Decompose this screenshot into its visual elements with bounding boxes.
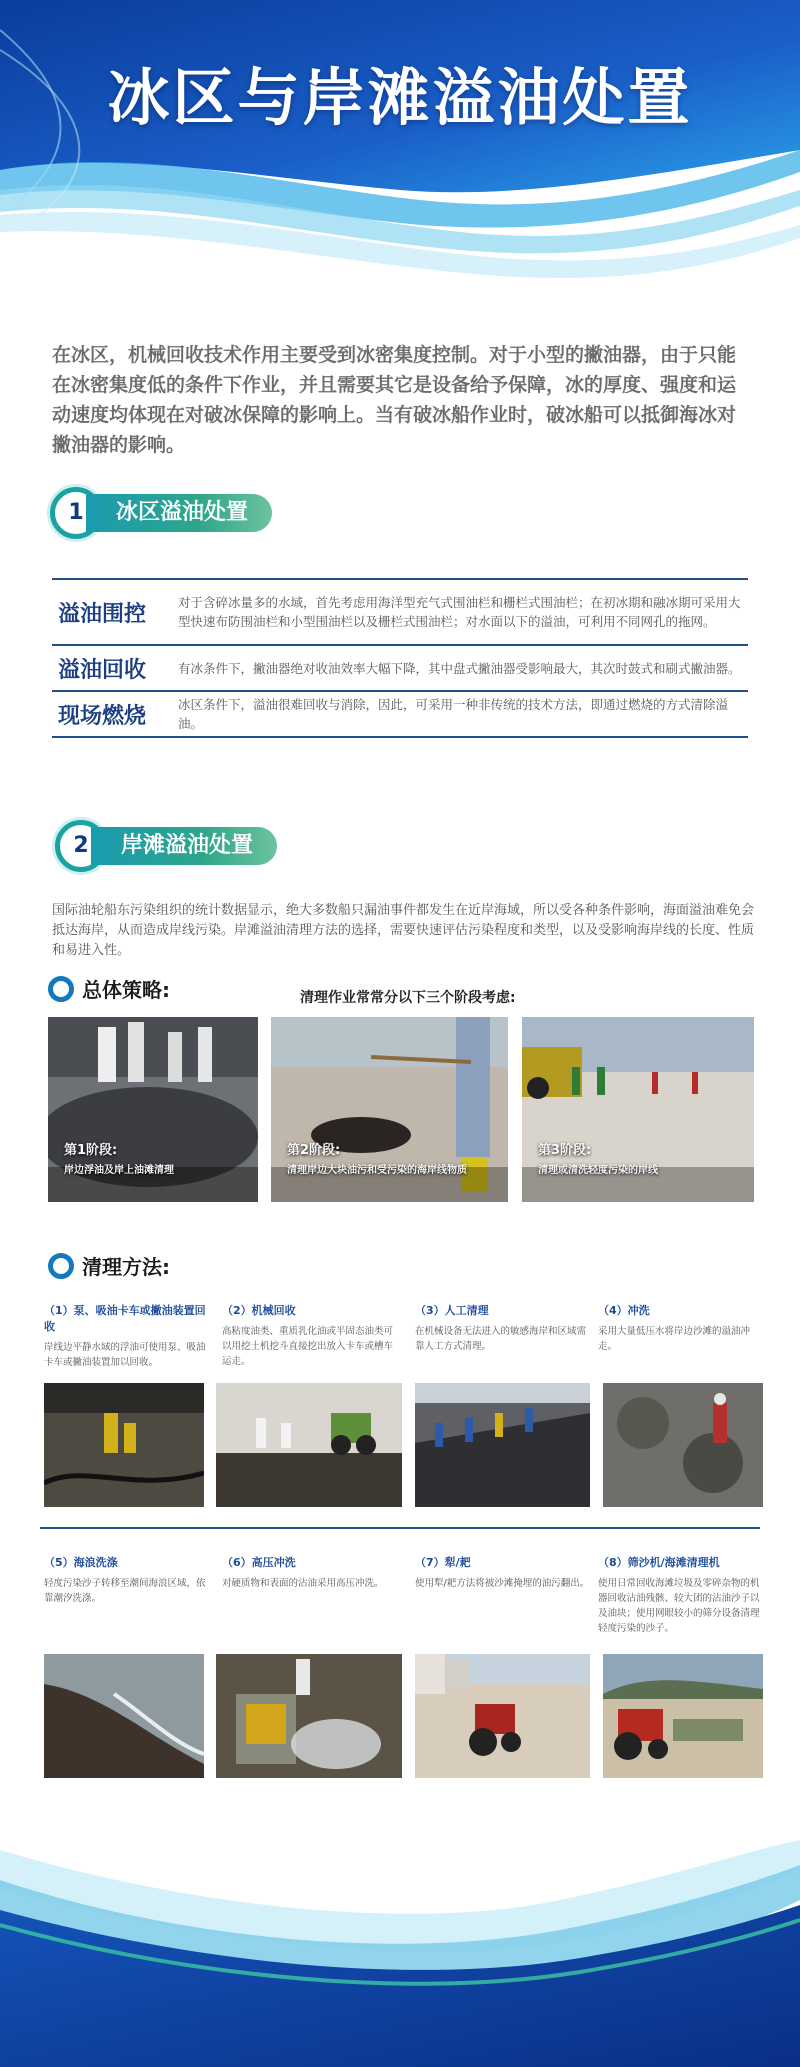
method-description: 轻度污染沙子转移至潮间海浪区域，依靠潮汐洗涤。 <box>44 1578 206 1604</box>
wave-washing-photo <box>44 1654 204 1778</box>
method-title: （3）人工清理 <box>415 1304 489 1317</box>
table-row <box>52 646 748 692</box>
high-pressure-washing-photo <box>216 1654 402 1778</box>
method-card <box>44 1302 212 1370</box>
method-title: （8）筛沙机/海滩清理机 <box>598 1556 720 1569</box>
method-description: 使用犁/耙方法将被沙滩掩埋的油污翻出。 <box>415 1578 590 1589</box>
section-1-header <box>50 487 350 537</box>
method-description: 冰区条件下，溢油很难回收与消除，因此，可采用一种非传统的技术方法，即通过燃烧的方式清除溢油。 <box>178 697 729 731</box>
table-row <box>52 580 748 646</box>
plowing-photo <box>415 1654 590 1778</box>
method-card <box>598 1554 763 1636</box>
method-title: （5）海浪洗涤 <box>44 1556 118 1569</box>
flushing-photo <box>603 1383 763 1507</box>
section-number-badge: 1 <box>50 487 102 539</box>
strategy-title: 总体策略: <box>82 978 170 1002</box>
mechanical-recovery-photo <box>216 1383 402 1507</box>
pump-recovery-photo <box>44 1383 204 1507</box>
stage-label: 第2阶段: <box>287 1143 341 1158</box>
stage-description: 清理或清洗轻度污染的岸线 <box>538 1165 658 1176</box>
header-wave-banner <box>0 0 800 300</box>
table-row <box>52 692 748 738</box>
method-description: 在机械设备无法进入的敏感海岸和区域需靠人工方式清理。 <box>415 1326 587 1352</box>
footer-wave-banner <box>0 1810 800 2067</box>
manual-cleanup-photo <box>415 1383 590 1507</box>
method-title: （4）冲洗 <box>598 1304 650 1317</box>
section-divider <box>40 1527 760 1529</box>
section-2-header <box>55 820 355 870</box>
stage-label: 第3阶段: <box>538 1143 592 1158</box>
method-description: 高粘度油类、重质乳化油或半固态油类可以用挖土机挖斗直接挖出放入卡车或槽车运走。 <box>222 1326 394 1367</box>
ring-bullet-icon <box>48 1253 74 1279</box>
stage-description: 岸边浮油及岸上油滩清理 <box>64 1165 174 1176</box>
stage-1-photo <box>48 1017 258 1202</box>
page-title: 冰区与岸滩溢油处置 <box>107 61 693 134</box>
methods-title: 清理方法: <box>82 1255 170 1279</box>
stage-description: 清理岸边大块油污和受污染的海岸线物质 <box>287 1165 467 1176</box>
method-name: 溢油回收 <box>58 657 147 683</box>
stage-3-photo <box>522 1017 754 1202</box>
section-number-badge: 2 <box>55 820 107 872</box>
methods-heading <box>48 1251 248 1279</box>
section-title: 冰区溢油处置 <box>86 494 272 532</box>
method-card <box>222 1302 402 1369</box>
strategy-heading <box>48 974 248 1002</box>
method-card <box>44 1554 214 1606</box>
method-name: 现场燃烧 <box>58 703 147 729</box>
ring-bullet-icon <box>48 976 74 1002</box>
stage-2-photo <box>271 1017 508 1202</box>
method-title: （1）泵、吸油卡车或撇油装置回收 <box>44 1304 206 1333</box>
method-card <box>222 1554 402 1591</box>
method-description: 岸线边平静水域的浮油可使用泵、吸油卡车或撇油装置加以回收。 <box>44 1342 206 1368</box>
method-title: （6）高压冲洗 <box>222 1556 296 1569</box>
method-title: （7）犁/耙 <box>415 1556 471 1569</box>
method-card <box>415 1554 590 1591</box>
method-card <box>415 1302 590 1354</box>
beach-intro-paragraph: 国际油轮船东污染组织的统计数据显示，绝大多数船只漏油事件都发生在近岸海域，所以受各种条件影响，海面溢油难免会抵达海岸，从而造成岸线污染。岸滩溢油清理方法的选择，需要快速评估污染程度和类型，以及受影响海岸线的长度、性质和易进入性。 <box>52 903 755 958</box>
method-description: 对硬质物和表面的沾油采用高压冲洗。 <box>222 1578 384 1589</box>
beach-cleaner-photo <box>603 1654 763 1778</box>
method-description: 使用日常回收海滩垃圾及零碎杂物的机器回收沾油残骸、较大团的沾油沙子以及油块；使用网眼较小的筛分设备清理轻度污染的沙子。 <box>598 1578 760 1634</box>
method-name: 溢油围控 <box>58 601 147 627</box>
stage-caption: 清理作业常常分以下三个阶段考虑: <box>300 990 516 1006</box>
method-title: （2）机械回收 <box>222 1304 296 1317</box>
section-title: 岸滩溢油处置 <box>91 827 277 865</box>
method-description: 有冰条件下，撇油器绝对收油效率大幅下降，其中盘式撇油器受影响最大，其次时鼓式和刷式撇油器。 <box>178 660 741 676</box>
method-card <box>598 1302 763 1354</box>
stage-label: 第1阶段: <box>64 1143 118 1158</box>
method-description: 对于含碎冰量多的水域，首先考虑用海洋型充气式围油栏和栅栏式围油栏；在初冰期和融冰期可采用大型快速布防围油栏和小型围油栏以及栅栏式围油栏；对水面以下的溢油，可利用不同网孔的拖网。 <box>178 595 741 629</box>
ice-methods-table <box>52 578 748 738</box>
intro-paragraph: 在冰区，机械回收技术作用主要受到冰密集度控制。对于小型的撇油器，由于只能在冰密集度低的条件下作业，并且需要其它是设备给予保障，冰的厚度、强度和运动速度均体现在对破冰保障的影响上。当有破冰船作业时，破冰船可以抵御海冰对撇油器的影响。 <box>52 344 737 456</box>
method-description: 采用大量低压水将岸边沙滩的溢油冲走。 <box>598 1326 751 1352</box>
